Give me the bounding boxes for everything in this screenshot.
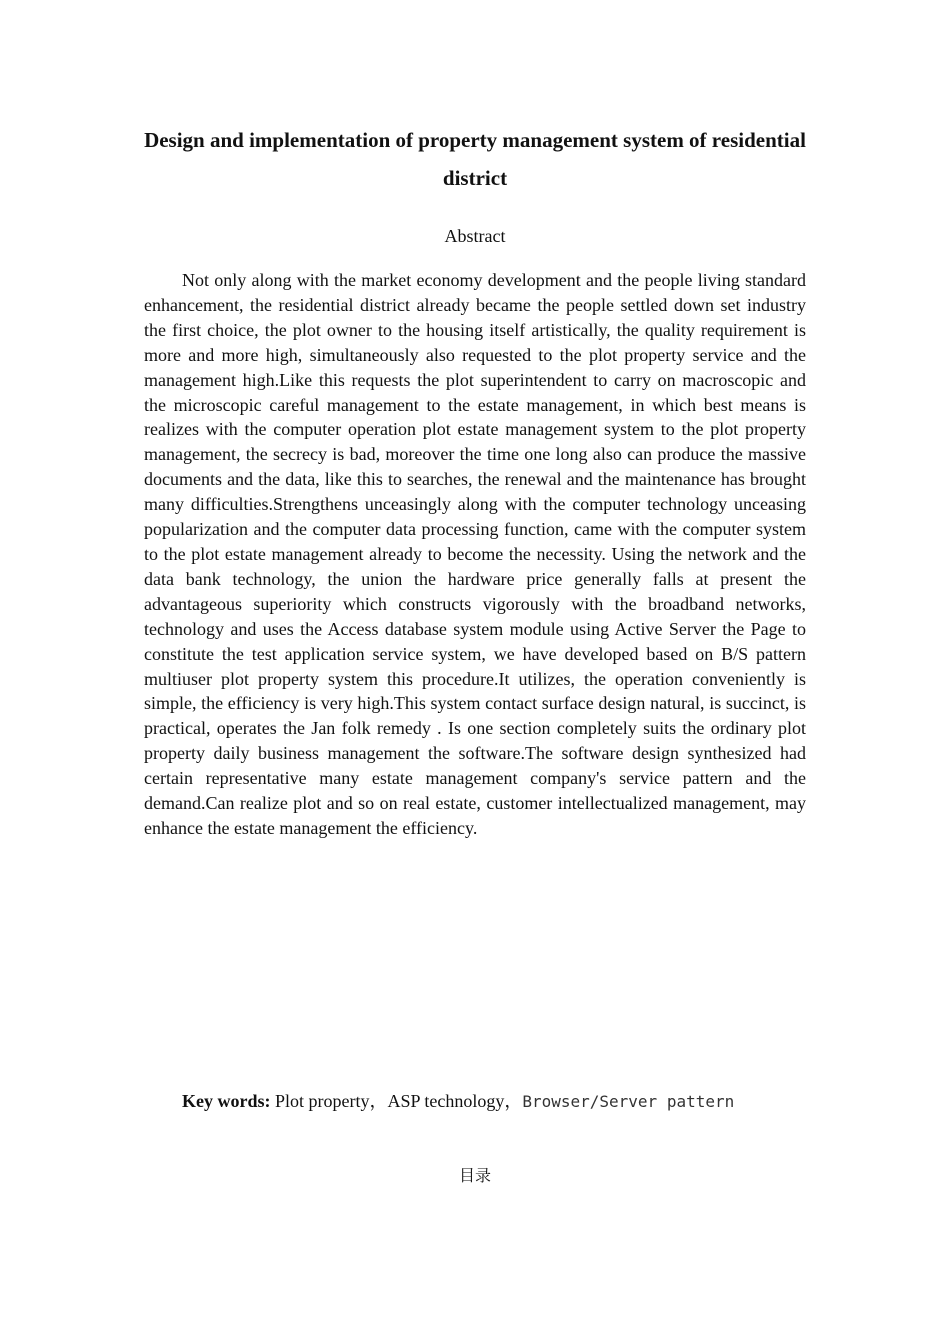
paper-title: Design and implementation of property management system of residential district [144,128,806,190]
keywords-line [182,1089,734,1114]
abstract-heading: Abstract [444,226,506,246]
abstract-body: Not only along with the market economy development and the people living standard enhancement, the residential district already became the people settled down set industry the first choice, the plot owner to the housing itself artistically, the quality requirement is more and more high, simultaneously also requested to the plot property service and the management high.Like this requests the plot superintendent to carry on macroscopic and the microscopic careful management to the estate management, in which best means is realizes with the computer operation plot estate management system to the plot property management, the secrecy is bad, moreover the time one long also can produce the massive documents and the data, like this to searches, the renewal and the maintenance has brought many difficulties.Strengthens unceasingly along with the computer technology unceasing popularization and the computer data processing function, came with the computer system to the plot estate management already to become the necessity. Using the network and the data bank technology, the union the hardware price generally falls at present the advantageous superiority which constructs vigorously with the broadband networks, technology and uses the Access database system module using Active Server the Page to constitute the test application service system, we have developed based on B/S pattern multiuser plot property system this procedure.It utilizes, the operation conveniently is simple, the efficiency is very high.This system contact surface design natural, is succinct, is practical, operates the Jan folk remedy . Is one section completely suits the ordinary plot property daily business management the software.The software design synthesized had certain representative many estate management company's service pattern and the demand.Can realize plot and so on real estate, customer intellectualized management, may enhance the estate management the efficiency. [144,270,806,838]
keywords-label: Key words: [182,1091,271,1111]
keywords-last-item: Browser/Server pattern [522,1092,735,1111]
toc-heading: 目录 [458,1166,491,1185]
keywords-items: Plot property，ASP technology， [270,1091,523,1111]
